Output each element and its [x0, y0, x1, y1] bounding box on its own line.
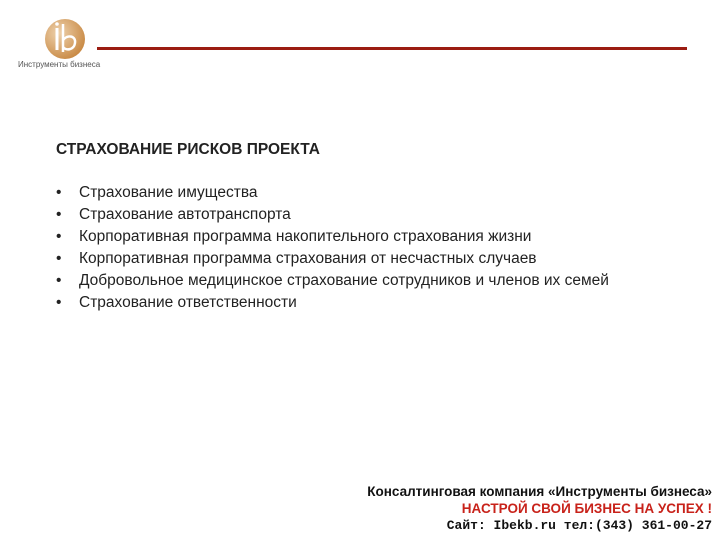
company-logo — [18, 18, 118, 74]
list-item — [56, 226, 656, 248]
bullet-icon: • — [56, 184, 62, 201]
footer-slogan: НАСТРОЙ СВОЙ БИЗНЕС НА УСПЕХ ! — [461, 501, 712, 516]
footer-company: Консалтинговая компания «Инструменты бизнеса» — [367, 484, 712, 499]
list-item — [56, 292, 656, 314]
list-item-text: Страхование автотранспорта — [79, 206, 291, 223]
header-divider — [97, 47, 687, 50]
logo-mark-icon — [44, 18, 86, 60]
list-item — [56, 270, 656, 292]
logo-caption: Инструменты бизнеса — [18, 60, 101, 69]
bullet-icon: • — [56, 250, 62, 267]
bullet-list — [56, 182, 656, 314]
list-item — [56, 182, 656, 204]
list-item-text: Корпоративная программа накопительного страхования жизни — [79, 228, 532, 245]
slide-title: СТРАХОВАНИЕ РИСКОВ ПРОЕКТА — [56, 141, 320, 158]
list-item — [56, 204, 656, 226]
bullet-icon: • — [56, 294, 62, 311]
list-item — [56, 248, 656, 270]
list-item-text: Корпоративная программа страхования от несчастных случаев — [79, 250, 537, 267]
bullet-icon: • — [56, 228, 62, 245]
footer-contacts: Сайт: Ibekb.ru тел:(343) 361-00-27 — [446, 518, 712, 533]
list-item-text: Страхование ответственности — [79, 294, 297, 311]
list-item-text: Добровольное медицинское страхование сотрудников и членов их семей — [79, 272, 609, 289]
footer — [367, 483, 712, 534]
bullet-icon: • — [56, 206, 62, 223]
bullet-icon: • — [56, 272, 62, 289]
list-item-text: Страхование имущества — [79, 184, 258, 201]
